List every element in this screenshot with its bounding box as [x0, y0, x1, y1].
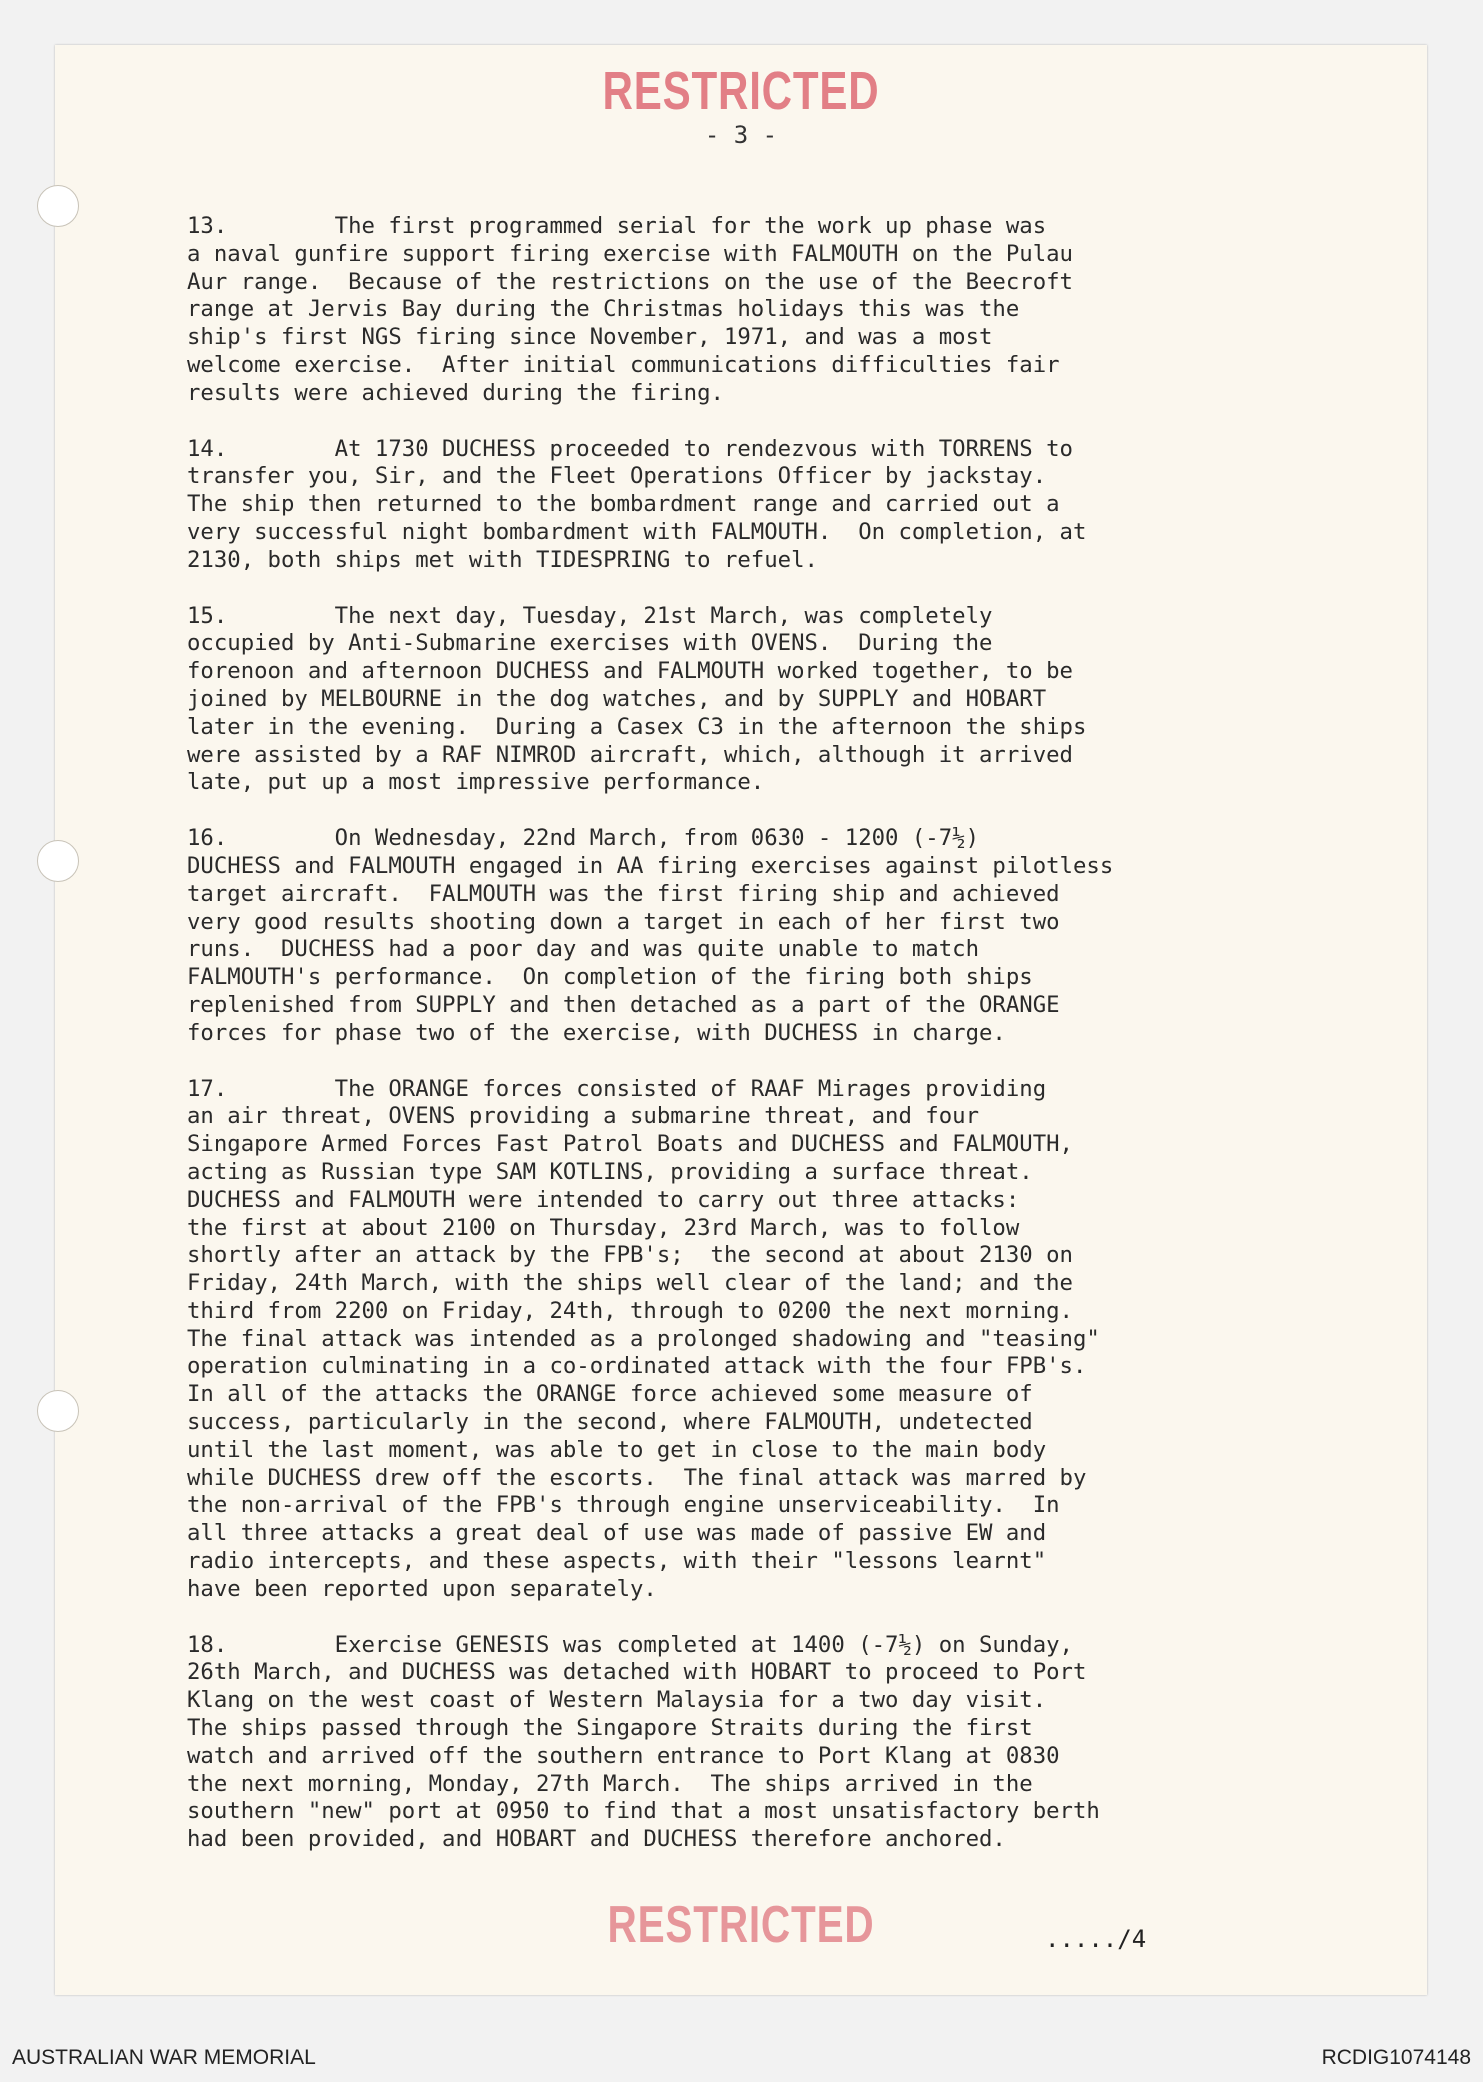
archive-id: RCDIG1074148	[1321, 2046, 1471, 2069]
text-line: The final attack was intended as a prolonged shadowing and "teasing"	[187, 1325, 1100, 1352]
punch-hole	[37, 1390, 79, 1432]
text-line: third from 2200 on Friday, 24th, through to 0200 the next morning.	[187, 1297, 1073, 1324]
text-line: very good results shooting down a target in each of her first two	[187, 908, 1060, 935]
text-line: the non-arrival of the FPB's through engine unserviceability. In	[187, 1492, 1060, 1519]
text-line: welcome exercise. After initial communications difficulties fair	[187, 351, 1060, 378]
text-line: were assisted by a RAF NIMROD aircraft, which, although it arrived	[187, 741, 1073, 768]
continuation-marker: ...../4	[1045, 1925, 1147, 1953]
text-line: while DUCHESS drew off the escorts. The final attack was marred by	[187, 1464, 1087, 1491]
punch-hole	[37, 840, 79, 882]
archive-source: AUSTRALIAN WAR MEMORIAL	[12, 2046, 316, 2069]
text-line: watch and arrived off the southern entrance to Port Klang at 0830	[187, 1742, 1060, 1769]
text-line: occupied by Anti-Submarine exercises with OVENS. During the	[187, 630, 993, 657]
text-line: transfer you, Sir, and the Fleet Operations Officer by jackstay.	[187, 463, 1047, 490]
paragraph-17	[187, 1076, 1297, 1604]
text-line: Aur range. Because of the restrictions on the use of the Beecroft	[187, 268, 1073, 295]
text-line: operation culminating in a co-ordinated attack with the four FPB's.	[187, 1353, 1087, 1380]
text-line: 13. The first programmed serial for the work up phase was	[187, 213, 1047, 239]
paragraph-13	[187, 213, 1297, 408]
text-line: southern "new" port at 0950 to find that a most unsatisfactory berth	[187, 1798, 1100, 1825]
text-line: 26th March, and DUCHESS was detached with HOBART to proceed to Port	[187, 1659, 1087, 1686]
document-body	[187, 213, 1297, 1882]
text-line: forenoon and afternoon DUCHESS and FALMOUTH worked together, to be	[187, 658, 1073, 685]
text-line: very successful night bombardment with FALMOUTH. On completion, at	[187, 518, 1087, 545]
text-line: Friday, 24th March, with the ships well clear of the land; and the	[187, 1270, 1073, 1297]
text-line: 15. The next day, Tuesday, 21st March, was completely	[187, 602, 993, 629]
text-line: results were achieved during the firing.	[187, 379, 724, 406]
restricted-stamp-bottom: RESTRICTED	[607, 1896, 875, 1954]
text-line: had been provided, and HOBART and DUCHESS therefore anchored.	[187, 1826, 1006, 1853]
text-line: the next morning, Monday, 27th March. The ships arrived in the	[187, 1770, 1033, 1797]
text-line: until the last moment, was able to get in close to the main body	[187, 1436, 1047, 1463]
text-line: 17. The ORANGE forces consisted of RAAF Mirages providing	[187, 1075, 1047, 1102]
paragraph-14	[187, 436, 1297, 575]
text-line: shortly after an attack by the FPB's; the second at about 2130 on	[187, 1242, 1073, 1269]
text-line: range at Jervis Bay during the Christmas holidays this was the	[187, 296, 1020, 323]
text-line: all three attacks a great deal of use was made of passive EW and	[187, 1520, 1047, 1547]
text-line: target aircraft. FALMOUTH was the first firing ship and achieved	[187, 880, 1060, 907]
text-line: 18. Exercise GENESIS was completed at 1400 (-7½) on Sunday,	[187, 1631, 1073, 1658]
text-line: the first at about 2100 on Thursday, 23rd March, was to follow	[187, 1214, 1020, 1241]
text-line: an air threat, OVENS providing a submarine threat, and four	[187, 1103, 980, 1130]
text-line: Singapore Armed Forces Fast Patrol Boats and DUCHESS and FALMOUTH,	[187, 1131, 1073, 1158]
text-line: The ships passed through the Singapore Straits during the first	[187, 1715, 1033, 1742]
text-line: DUCHESS and FALMOUTH engaged in AA firing exercises against pilotless	[187, 852, 1114, 879]
text-line: acting as Russian type SAM KOTLINS, providing a surface threat.	[187, 1158, 1033, 1185]
paragraph-16	[187, 825, 1297, 1047]
paragraph-15	[187, 603, 1297, 798]
text-line: ship's first NGS firing since November, 1971, and was a most	[187, 324, 993, 351]
text-line: have been reported upon separately.	[187, 1575, 657, 1602]
text-line: replenished from SUPPLY and then detached as a part of the ORANGE	[187, 991, 1060, 1018]
restricted-stamp-top: RESTRICTED	[602, 61, 880, 121]
text-line: 2130, both ships met with TIDESPRING to refuel.	[187, 546, 818, 573]
text-line: FALMOUTH's performance. On completion of the firing both ships	[187, 964, 1033, 991]
page-number: - 3 -	[704, 121, 778, 149]
document-page	[55, 45, 1427, 1995]
text-line: radio intercepts, and these aspects, with their "lessons learnt"	[187, 1548, 1047, 1575]
text-line: The ship then returned to the bombardment range and carried out a	[187, 491, 1060, 518]
text-line: later in the evening. During a Casex C3 in the afternoon the ships	[187, 713, 1087, 740]
text-line: DUCHESS and FALMOUTH were intended to carry out three attacks:	[187, 1186, 1020, 1213]
text-line: runs. DUCHESS had a poor day and was quite unable to match	[187, 936, 980, 963]
text-line: a naval gunfire support firing exercise with FALMOUTH on the Pulau	[187, 240, 1073, 267]
paragraph-18	[187, 1632, 1297, 1854]
text-line: 14. At 1730 DUCHESS proceeded to rendezvous with TORRENS to	[187, 435, 1073, 462]
text-line: 16. On Wednesday, 22nd March, from 0630 - 1200 (-7½)	[187, 825, 980, 852]
text-line: joined by MELBOURNE in the dog watches, and by SUPPLY and HOBART	[187, 685, 1047, 712]
punch-hole	[37, 185, 79, 227]
text-line: forces for phase two of the exercise, with DUCHESS in charge.	[187, 1019, 1006, 1046]
text-line: Klang on the west coast of Western Malaysia for a two day visit.	[187, 1687, 1047, 1714]
text-line: success, particularly in the second, where FALMOUTH, undetected	[187, 1409, 1033, 1436]
text-line: In all of the attacks the ORANGE force achieved some measure of	[187, 1381, 1033, 1408]
text-line: late, put up a most impressive performance.	[187, 769, 765, 796]
